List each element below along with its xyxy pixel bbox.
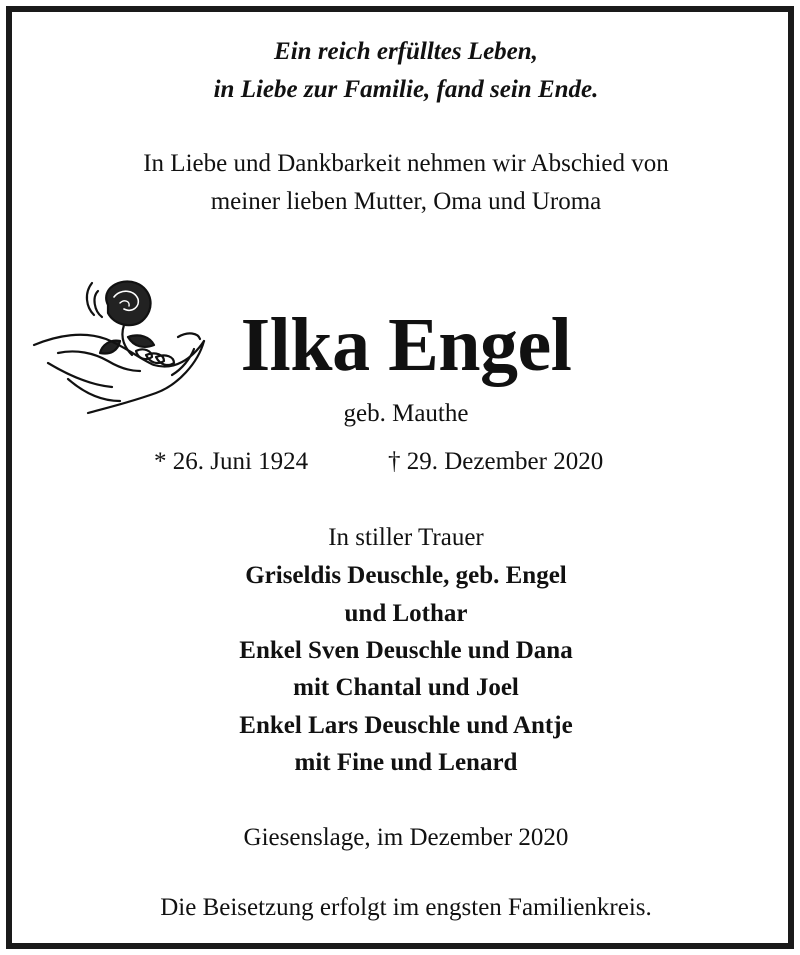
- mourner-line: und Lothar: [344, 600, 468, 627]
- maiden-name: geb. Mauthe: [343, 400, 469, 427]
- mourning-heading: In stiller Trauer: [328, 524, 484, 551]
- intro-line-1: In Liebe und Dankbarkeit nehmen wir Abschied von: [143, 150, 669, 177]
- death-date: † 29. Dezember 2020: [388, 448, 604, 475]
- intro-line-2: meiner lieben Mutter, Oma und Uroma: [210, 188, 602, 215]
- mourner-line: Griseldis Deuschle, geb. Engel: [245, 562, 567, 589]
- funeral-note: Die Beisetzung erfolgt im engsten Familienkreis.: [160, 894, 652, 921]
- deceased-name: Ilka Engel: [240, 303, 572, 387]
- obituary-card: [6, 6, 794, 949]
- motto-line-2: in Liebe zur Familie, fand sein Ende.: [213, 76, 599, 103]
- mourner-line: Enkel Lars Deuschle und Antje: [239, 712, 573, 739]
- birth-date: * 26. Juni 1924: [154, 448, 309, 475]
- mourner-line: Enkel Sven Deuschle und Dana: [239, 637, 573, 664]
- motto-line-1: Ein reich erfülltes Leben,: [274, 38, 538, 65]
- mourner-line: mit Chantal und Joel: [293, 674, 519, 701]
- mourner-line: mit Fine und Lenard: [294, 749, 518, 776]
- place-date: Giesenslage, im Dezember 2020: [243, 824, 569, 851]
